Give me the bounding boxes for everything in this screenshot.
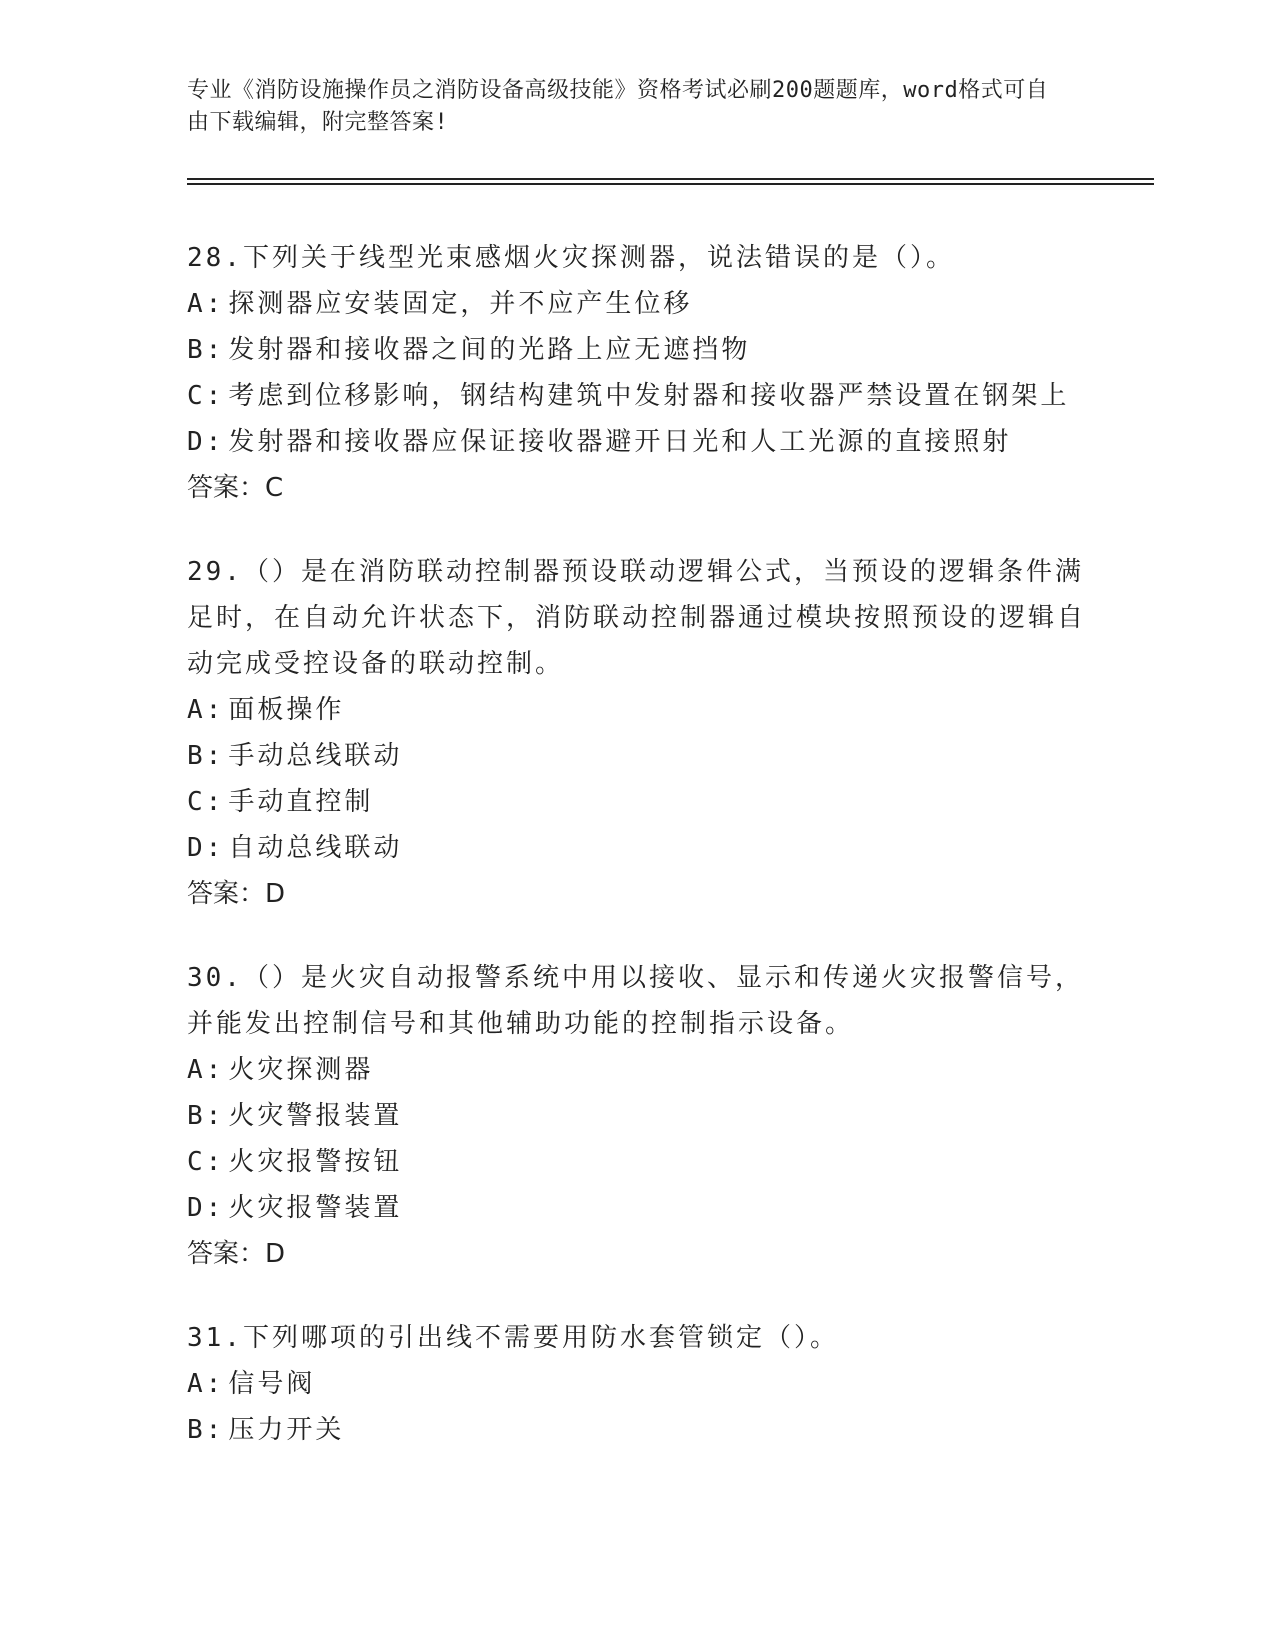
option-text: 面板操作 bbox=[228, 695, 345, 725]
answer-label: 答案： bbox=[187, 1239, 266, 1269]
document-intro: 专业《消防设施操作员之消防设备高级技能》资格考试必刷200题题库，word格式可自由下载编辑，附完整答案! bbox=[187, 78, 1049, 135]
question-29 bbox=[187, 549, 1087, 917]
option-text: 考虑到位移影响，钢结构建筑中发射器和接收器严禁设置在钢架上 bbox=[228, 381, 1070, 411]
option-a bbox=[187, 687, 1087, 733]
option-b bbox=[187, 1407, 1087, 1453]
answer-label: 答案： bbox=[187, 473, 266, 503]
option-text: 自动总线联动 bbox=[228, 833, 403, 863]
option-a bbox=[187, 1361, 1087, 1407]
option-letter: D: bbox=[187, 833, 225, 863]
header-divider-top bbox=[187, 178, 1154, 180]
option-text: 手动直控制 bbox=[228, 787, 374, 817]
option-text: 火灾报警装置 bbox=[228, 1193, 403, 1223]
option-d bbox=[187, 1185, 1087, 1231]
question-stem bbox=[187, 955, 1087, 1047]
option-b bbox=[187, 327, 1087, 373]
answer-line bbox=[187, 871, 1087, 917]
option-letter: A: bbox=[187, 1369, 225, 1399]
option-letter: D: bbox=[187, 427, 225, 457]
answer-value: D bbox=[265, 879, 286, 909]
question-text: （）是火灾自动报警系统中用以接收、显示和传递火灾报警信号，并能发出控制信号和其他辅助功能的控制指示设备。 bbox=[187, 963, 1084, 1039]
option-c bbox=[187, 779, 1087, 825]
option-text: 手动总线联动 bbox=[228, 741, 403, 771]
question-stem bbox=[187, 549, 1087, 687]
option-d bbox=[187, 825, 1087, 871]
option-letter: A: bbox=[187, 1055, 225, 1085]
option-letter: B: bbox=[187, 741, 225, 771]
question-31 bbox=[187, 1315, 1087, 1453]
question-number: 29. bbox=[187, 557, 243, 587]
option-b bbox=[187, 733, 1087, 779]
answer-line bbox=[187, 465, 1087, 511]
option-text: 发射器和接收器应保证接收器避开日光和人工光源的直接照射 bbox=[228, 427, 1012, 457]
option-letter: D: bbox=[187, 1193, 225, 1223]
option-text: 信号阀 bbox=[228, 1369, 316, 1399]
option-letter: C: bbox=[187, 1147, 225, 1177]
option-letter: A: bbox=[187, 695, 225, 725]
option-text: 火灾报警按钮 bbox=[228, 1147, 403, 1177]
option-text: 发射器和接收器之间的光路上应无遮挡物 bbox=[228, 335, 751, 365]
question-text: 下列关于线型光束感烟火灾探测器，说法错误的是（）。 bbox=[242, 243, 955, 273]
answer-value: C bbox=[265, 473, 284, 503]
option-letter: B: bbox=[187, 335, 225, 365]
question-30 bbox=[187, 955, 1087, 1277]
option-a bbox=[187, 281, 1087, 327]
option-c bbox=[187, 1139, 1087, 1185]
question-stem bbox=[187, 235, 1087, 281]
option-text: 压力开关 bbox=[228, 1415, 345, 1445]
header-divider-bottom bbox=[187, 183, 1154, 185]
answer-line bbox=[187, 1231, 1087, 1277]
question-stem bbox=[187, 1315, 1087, 1361]
question-number: 31. bbox=[187, 1323, 243, 1353]
question-number: 28. bbox=[187, 243, 243, 273]
question-text: （）是在消防联动控制器预设联动逻辑公式，当预设的逻辑条件满足时，在自动允许状态下，消防联动控制器通过模块按照预设的逻辑自动完成受控设备的联动控制。 bbox=[187, 557, 1087, 679]
option-letter: C: bbox=[187, 787, 225, 817]
option-b bbox=[187, 1093, 1087, 1139]
answer-value: D bbox=[265, 1239, 286, 1269]
option-text: 探测器应安装固定，并不应产生位移 bbox=[228, 289, 693, 319]
option-letter: B: bbox=[187, 1101, 225, 1131]
option-letter: C: bbox=[187, 381, 225, 411]
question-28 bbox=[187, 235, 1087, 511]
option-d bbox=[187, 419, 1087, 465]
option-c bbox=[187, 373, 1087, 419]
option-a bbox=[187, 1047, 1087, 1093]
answer-label: 答案： bbox=[187, 879, 266, 909]
question-list bbox=[187, 235, 1087, 1491]
option-letter: B: bbox=[187, 1415, 225, 1445]
option-text: 火灾探测器 bbox=[228, 1055, 374, 1085]
question-text: 下列哪项的引出线不需要用防水套管锁定（）。 bbox=[242, 1323, 839, 1353]
option-text: 火灾警报装置 bbox=[228, 1101, 403, 1131]
question-number: 30. bbox=[187, 963, 243, 993]
option-letter: A: bbox=[187, 289, 225, 319]
